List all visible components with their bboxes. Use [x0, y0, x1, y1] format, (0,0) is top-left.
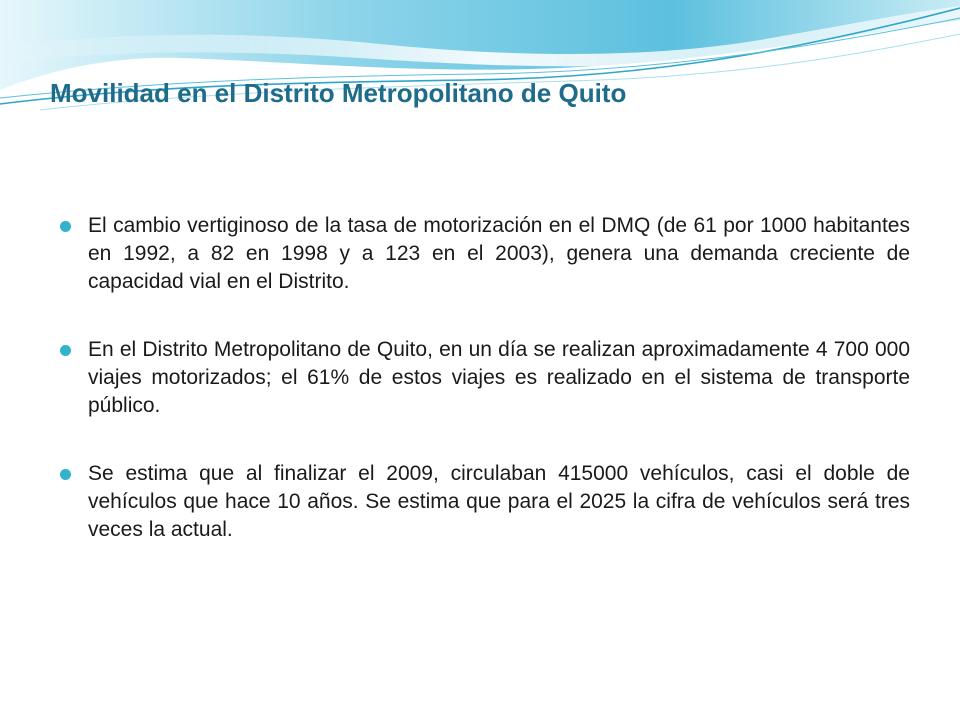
bullet-item [60, 460, 910, 544]
bullet-icon [60, 469, 71, 480]
bullet-item [60, 336, 910, 420]
bullet-item [60, 212, 910, 296]
bullet-icon [60, 345, 71, 356]
bullet-text: En el Distrito Metropolitano de Quito, en un día se realizan aproximadamente 4 700 000 viajes motorizados; el 61% de estos viajes es realizado en el sistema de transporte público. [88, 338, 910, 417]
bullet-text: Se estima que al finalizar el 2009, circulaban 415000 vehículos, casi el doble de vehículos que hace 10 años. Se estima que para el 2025 la cifra de vehículos será tres veces la actual. [88, 462, 910, 541]
bullet-list [60, 212, 910, 584]
slide-title: Movilidad en el Distrito Metropolitano de Quito [50, 78, 627, 108]
bullet-text: El cambio vertiginoso de la tasa de motorización en el DMQ (de 61 por 1000 habitantes en 1992, a 82 en 1998 y a 123 en el 2003), genera una demanda creciente de capacidad vial en el Distrito. [88, 214, 910, 293]
bullet-icon [60, 221, 71, 232]
header-wave-decoration [0, 0, 960, 130]
